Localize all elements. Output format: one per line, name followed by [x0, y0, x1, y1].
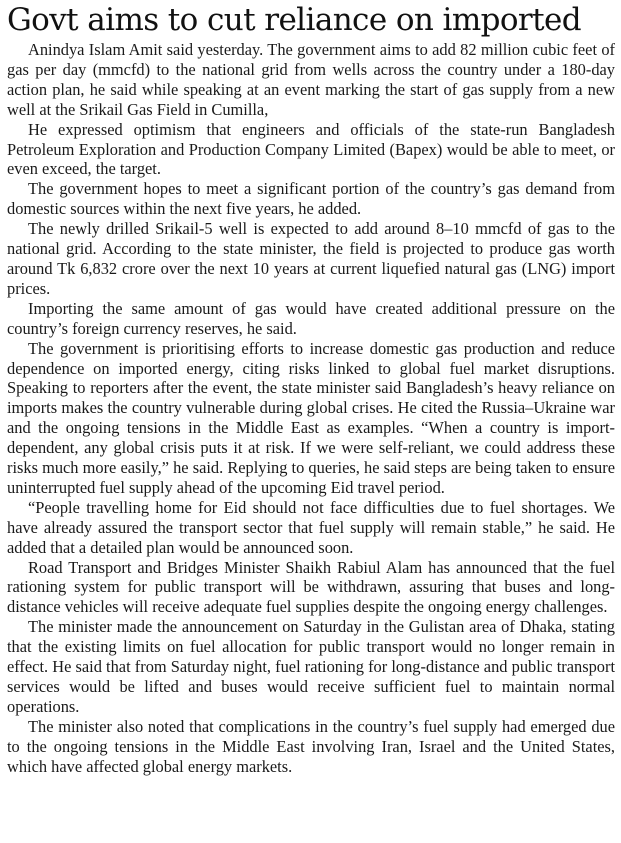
paragraph: He expressed optimism that engineers and officials of the state-run Bangladesh Petroleum Exploration and Production Company Limited (Bapex) would be able to meet, or even exceed, the target. [7, 119, 615, 179]
paragraph: The government is prioritising efforts to increase domestic gas production and reduce dependence on imported energy, citing risks linked to global fuel market disruptions. Speaking to reporters after the event, the state minister said Bangladesh’s heavy reliance on imports makes the country vulnerable during global crises. He cited the Russia–Ukraine war and the ongoing tensions in the Middle East as examples. “When a country is import-dependent, any global crisis puts it at risk. If we were self-reliant, we could address these risks much more easily,” he said. Replying to queries, he said steps are being taken to ensure uninterrupted fuel supply ahead of the upcoming Eid travel period. [7, 338, 615, 497]
paragraph: Anindya Islam Amit said yesterday. The government aims to add 82 million cubic feet of gas per day (mmcfd) to the national grid from wells across the country under a 180-day action plan, he said while speaking at an event marking the start of gas supply from a new well at the Srikail Gas Field in Cumilla, [7, 40, 615, 119]
paragraph: Road Transport and Bridges Minister Shaikh Rabiul Alam has announced that the fuel rationing system for public transport will be withdrawn, assuring that buses and long-distance vehicles will receive adequate fuel supplies despite the ongoing energy challenges. [7, 557, 615, 617]
paragraph: The minister made the announcement on Saturday in the Gulistan area of Dhaka, stating that the existing limits on fuel allocation for public transport would no longer remain in effect. He said that from Saturday night, fuel rationing for long-distance and public transport services would be lifted and buses would receive sufficient fuel to maintain normal operations. [7, 617, 615, 716]
headline: Govt aims to cut reliance on imported [7, 2, 581, 38]
paragraph: The minister also noted that complications in the country’s fuel supply had emerged due to the ongoing tensions in the Middle East involving Iran, Israel and the United States, which have affected global energy markets. [7, 716, 615, 776]
paragraph: “People travelling home for Eid should not face difficulties due to fuel shortages. We have already assured the transport sector that fuel supply will remain stable,” he said. He added that a detailed plan would be announced soon. [7, 497, 615, 557]
paragraph: Importing the same amount of gas would have created additional pressure on the country’s foreign currency reserves, he said. [7, 298, 615, 338]
paragraph: The government hopes to meet a significant portion of the country’s gas demand from domestic sources within the next five years, he added. [7, 179, 615, 219]
article-body [7, 40, 615, 777]
paragraph: The newly drilled Srikail-5 well is expected to add around 8–10 mmcfd of gas to the national grid. According to the state minister, the field is projected to produce gas worth around Tk 6,832 crore over the next 10 years at current liquefied natural gas (LNG) import prices. [7, 219, 615, 298]
